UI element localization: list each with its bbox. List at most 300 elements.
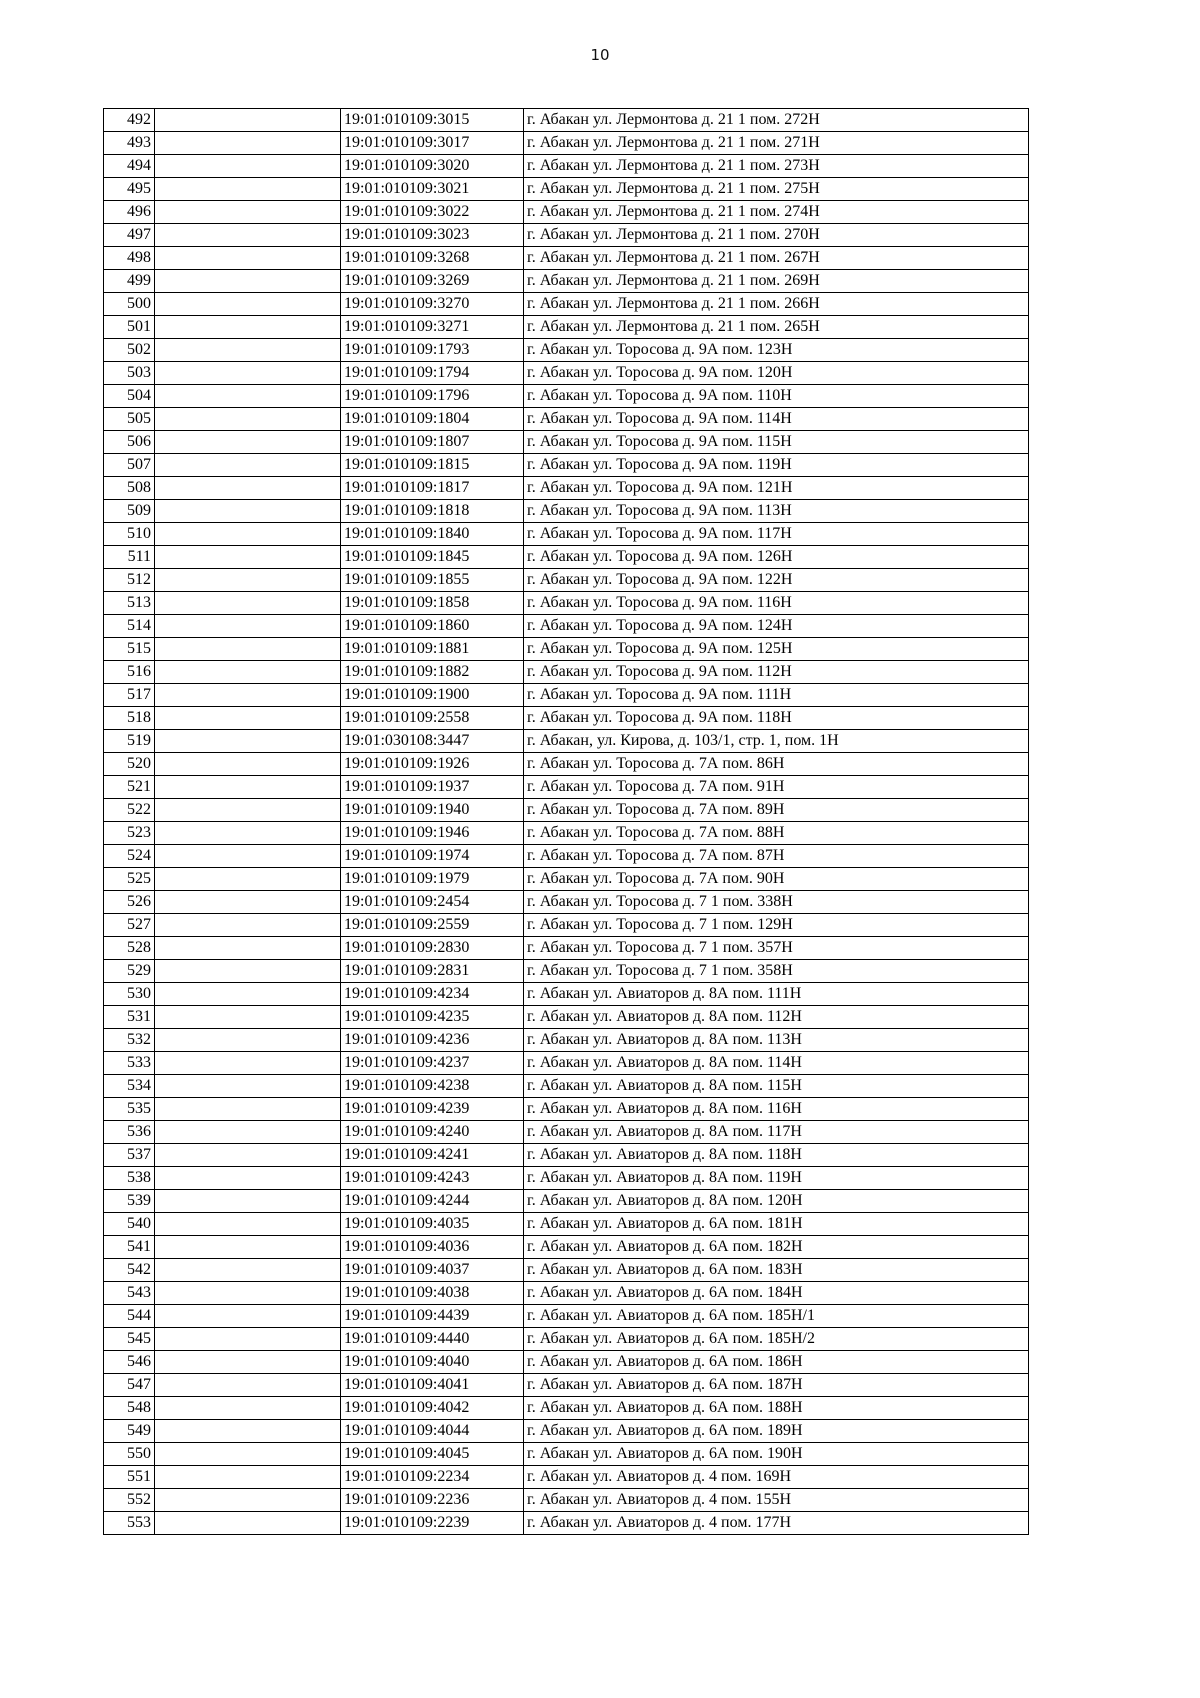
property-address: г. Абакан ул. Авиаторов д. 6А пом. 188Н xyxy=(524,1397,1029,1420)
cadastral-number: 19:01:010109:4234 xyxy=(341,983,524,1006)
row-number: 520 xyxy=(104,753,155,776)
cadastral-number: 19:01:010109:1882 xyxy=(341,661,524,684)
cadastral-number: 19:01:010109:1940 xyxy=(341,799,524,822)
row-number: 503 xyxy=(104,362,155,385)
empty-cell xyxy=(155,431,341,454)
cadastral-number: 19:01:010109:1946 xyxy=(341,822,524,845)
property-address: г. Абакан ул. Торосова д. 7 1 пом. 358Н xyxy=(524,960,1029,983)
empty-cell xyxy=(155,500,341,523)
cadastral-number: 19:01:010109:4045 xyxy=(341,1443,524,1466)
table-row xyxy=(104,1121,1029,1144)
empty-cell xyxy=(155,224,341,247)
property-address: г. Абакан ул. Торосова д. 9А пом. 119Н xyxy=(524,454,1029,477)
property-address: г. Абакан ул. Авиаторов д. 6А пом. 183Н xyxy=(524,1259,1029,1282)
row-number: 501 xyxy=(104,316,155,339)
row-number: 507 xyxy=(104,454,155,477)
empty-cell xyxy=(155,638,341,661)
cadastral-number: 19:01:010109:4240 xyxy=(341,1121,524,1144)
table-row xyxy=(104,638,1029,661)
table-row xyxy=(104,914,1029,937)
cadastral-number: 19:01:010109:3020 xyxy=(341,155,524,178)
empty-cell xyxy=(155,523,341,546)
table-row xyxy=(104,592,1029,615)
property-address: г. Абакан ул. Торосова д. 9А пом. 121Н xyxy=(524,477,1029,500)
row-number: 510 xyxy=(104,523,155,546)
empty-cell xyxy=(155,293,341,316)
table-row xyxy=(104,178,1029,201)
table-row xyxy=(104,293,1029,316)
row-number: 527 xyxy=(104,914,155,937)
empty-cell xyxy=(155,1075,341,1098)
cadastral-number: 19:01:010109:4044 xyxy=(341,1420,524,1443)
cadastral-number: 19:01:010109:4238 xyxy=(341,1075,524,1098)
row-number: 525 xyxy=(104,868,155,891)
property-address: г. Абакан ул. Торосова д. 9А пом. 125Н xyxy=(524,638,1029,661)
table-row xyxy=(104,1052,1029,1075)
empty-cell xyxy=(155,569,341,592)
table-row xyxy=(104,1006,1029,1029)
table-row xyxy=(104,316,1029,339)
row-number: 537 xyxy=(104,1144,155,1167)
property-address: г. Абакан ул. Авиаторов д. 8А пом. 120Н xyxy=(524,1190,1029,1213)
property-address: г. Абакан ул. Авиаторов д. 6А пом. 185Н/1 xyxy=(524,1305,1029,1328)
row-number: 543 xyxy=(104,1282,155,1305)
property-address: г. Абакан ул. Авиаторов д. 8А пом. 115Н xyxy=(524,1075,1029,1098)
cadastral-number: 19:01:010109:1845 xyxy=(341,546,524,569)
property-address: г. Абакан ул. Авиаторов д. 6А пом. 181Н xyxy=(524,1213,1029,1236)
empty-cell xyxy=(155,1374,341,1397)
empty-cell xyxy=(155,1052,341,1075)
property-address: г. Абакан, ул. Кирова, д. 103/1, стр. 1, пом. 1Н xyxy=(524,730,1029,753)
property-address: г. Абакан ул. Торосова д. 7 1 пом. 129Н xyxy=(524,914,1029,937)
empty-cell xyxy=(155,1305,341,1328)
cadastral-number: 19:01:010109:4239 xyxy=(341,1098,524,1121)
cadastral-number: 19:01:010109:1881 xyxy=(341,638,524,661)
empty-cell xyxy=(155,914,341,937)
row-number: 552 xyxy=(104,1489,155,1512)
property-address: г. Абакан ул. Авиаторов д. 6А пом. 187Н xyxy=(524,1374,1029,1397)
table-row xyxy=(104,960,1029,983)
cadastral-number: 19:01:010109:3021 xyxy=(341,178,524,201)
cadastral-number: 19:01:010109:4042 xyxy=(341,1397,524,1420)
empty-cell xyxy=(155,891,341,914)
cadastral-number: 19:01:010109:3271 xyxy=(341,316,524,339)
table-row xyxy=(104,1328,1029,1351)
table-row xyxy=(104,339,1029,362)
property-address: г. Абакан ул. Торосова д. 9А пом. 116Н xyxy=(524,592,1029,615)
empty-cell xyxy=(155,270,341,293)
cadastral-number: 19:01:010109:2830 xyxy=(341,937,524,960)
empty-cell xyxy=(155,477,341,500)
cadastral-number: 19:01:010109:4237 xyxy=(341,1052,524,1075)
cadastral-number: 19:01:010109:4041 xyxy=(341,1374,524,1397)
row-number: 548 xyxy=(104,1397,155,1420)
table-row xyxy=(104,730,1029,753)
property-address: г. Абакан ул. Авиаторов д. 6А пом. 186Н xyxy=(524,1351,1029,1374)
cadastral-number: 19:01:010109:1860 xyxy=(341,615,524,638)
property-address: г. Абакан ул. Лермонтова д. 21 1 пом. 270Н xyxy=(524,224,1029,247)
table-row xyxy=(104,201,1029,224)
table-row xyxy=(104,661,1029,684)
property-address: г. Абакан ул. Торосова д. 9А пом. 117Н xyxy=(524,523,1029,546)
empty-cell xyxy=(155,1328,341,1351)
table-row xyxy=(104,1236,1029,1259)
empty-cell xyxy=(155,592,341,615)
row-number: 528 xyxy=(104,937,155,960)
empty-cell xyxy=(155,1213,341,1236)
row-number: 509 xyxy=(104,500,155,523)
cadastral-number: 19:01:010109:1815 xyxy=(341,454,524,477)
row-number: 493 xyxy=(104,132,155,155)
table-row xyxy=(104,1512,1029,1535)
table-row xyxy=(104,937,1029,960)
property-address: г. Абакан ул. Торосова д. 9А пом. 113Н xyxy=(524,500,1029,523)
table-row xyxy=(104,247,1029,270)
empty-cell xyxy=(155,546,341,569)
table-row xyxy=(104,523,1029,546)
row-number: 551 xyxy=(104,1466,155,1489)
empty-cell xyxy=(155,868,341,891)
property-address: г. Абакан ул. Авиаторов д. 8А пом. 111Н xyxy=(524,983,1029,1006)
row-number: 523 xyxy=(104,822,155,845)
property-address: г. Абакан ул. Лермонтова д. 21 1 пом. 274Н xyxy=(524,201,1029,224)
table-row xyxy=(104,1282,1029,1305)
row-number: 532 xyxy=(104,1029,155,1052)
property-address: г. Абакан ул. Авиаторов д. 8А пом. 116Н xyxy=(524,1098,1029,1121)
cadastral-number: 19:01:010109:2234 xyxy=(341,1466,524,1489)
cadastral-number: 19:01:010109:1796 xyxy=(341,385,524,408)
property-address: г. Абакан ул. Торосова д. 9А пом. 112Н xyxy=(524,661,1029,684)
page-number: 10 xyxy=(590,46,610,64)
row-number: 500 xyxy=(104,293,155,316)
cadastral-number: 19:01:010109:4235 xyxy=(341,1006,524,1029)
property-address: г. Абакан ул. Торосова д. 9А пом. 118Н xyxy=(524,707,1029,730)
empty-cell xyxy=(155,109,341,132)
property-address: г. Абакан ул. Торосова д. 9А пом. 123Н xyxy=(524,339,1029,362)
cadastral-number: 19:01:010109:3022 xyxy=(341,201,524,224)
property-address: г. Абакан ул. Торосова д. 7А пом. 88Н xyxy=(524,822,1029,845)
empty-cell xyxy=(155,1006,341,1029)
row-number: 547 xyxy=(104,1374,155,1397)
empty-cell xyxy=(155,1443,341,1466)
empty-cell xyxy=(155,362,341,385)
property-address: г. Абакан ул. Лермонтова д. 21 1 пом. 265Н xyxy=(524,316,1029,339)
property-address: г. Абакан ул. Торосова д. 7А пом. 90Н xyxy=(524,868,1029,891)
row-number: 513 xyxy=(104,592,155,615)
cadastral-number: 19:01:010109:1818 xyxy=(341,500,524,523)
property-address: г. Абакан ул. Торосова д. 9А пом. 111Н xyxy=(524,684,1029,707)
table-row xyxy=(104,408,1029,431)
property-address: г. Абакан ул. Авиаторов д. 6А пом. 184Н xyxy=(524,1282,1029,1305)
row-number: 524 xyxy=(104,845,155,868)
cadastral-number: 19:01:010109:3015 xyxy=(341,109,524,132)
property-address: г. Абакан ул. Авиаторов д. 8А пом. 112Н xyxy=(524,1006,1029,1029)
cadastral-number: 19:01:010109:1926 xyxy=(341,753,524,776)
row-number: 553 xyxy=(104,1512,155,1535)
row-number: 529 xyxy=(104,960,155,983)
property-address: г. Абакан ул. Лермонтова д. 21 1 пом. 267Н xyxy=(524,247,1029,270)
empty-cell xyxy=(155,1397,341,1420)
row-number: 512 xyxy=(104,569,155,592)
row-number: 542 xyxy=(104,1259,155,1282)
row-number: 498 xyxy=(104,247,155,270)
property-address: г. Абакан ул. Торосова д. 9А пом. 115Н xyxy=(524,431,1029,454)
table-row xyxy=(104,799,1029,822)
cadastral-number: 19:01:010109:4241 xyxy=(341,1144,524,1167)
empty-cell xyxy=(155,822,341,845)
row-number: 505 xyxy=(104,408,155,431)
empty-cell xyxy=(155,776,341,799)
cadastral-number: 19:01:010109:3023 xyxy=(341,224,524,247)
cadastral-number: 19:01:010109:3270 xyxy=(341,293,524,316)
row-number: 508 xyxy=(104,477,155,500)
property-address: г. Абакан ул. Лермонтова д. 21 1 пом. 269Н xyxy=(524,270,1029,293)
table-row xyxy=(104,500,1029,523)
row-number: 515 xyxy=(104,638,155,661)
empty-cell xyxy=(155,1190,341,1213)
table-row xyxy=(104,431,1029,454)
empty-cell xyxy=(155,1282,341,1305)
cadastral-number: 19:01:010109:4236 xyxy=(341,1029,524,1052)
cadastral-number: 19:01:010109:3268 xyxy=(341,247,524,270)
empty-cell xyxy=(155,661,341,684)
empty-cell xyxy=(155,1351,341,1374)
cadastral-number: 19:01:010109:2558 xyxy=(341,707,524,730)
cadastral-number: 19:01:010109:3269 xyxy=(341,270,524,293)
row-number: 518 xyxy=(104,707,155,730)
property-address: г. Абакан ул. Авиаторов д. 4 пом. 169Н xyxy=(524,1466,1029,1489)
row-number: 540 xyxy=(104,1213,155,1236)
cadastral-number: 19:01:010109:1979 xyxy=(341,868,524,891)
table-row xyxy=(104,1489,1029,1512)
empty-cell xyxy=(155,615,341,638)
table-row xyxy=(104,155,1029,178)
empty-cell xyxy=(155,1420,341,1443)
empty-cell xyxy=(155,1098,341,1121)
cadastral-number: 19:01:010109:1817 xyxy=(341,477,524,500)
cadastral-number: 19:01:010109:2454 xyxy=(341,891,524,914)
row-number: 538 xyxy=(104,1167,155,1190)
cadastral-number: 19:01:010109:4040 xyxy=(341,1351,524,1374)
table-row xyxy=(104,1259,1029,1282)
cadastral-number: 19:01:010109:2559 xyxy=(341,914,524,937)
row-number: 531 xyxy=(104,1006,155,1029)
empty-cell xyxy=(155,753,341,776)
empty-cell xyxy=(155,454,341,477)
cadastral-number: 19:01:010109:4035 xyxy=(341,1213,524,1236)
property-register-table xyxy=(103,108,1029,1535)
row-number: 496 xyxy=(104,201,155,224)
row-number: 511 xyxy=(104,546,155,569)
empty-cell xyxy=(155,1167,341,1190)
row-number: 494 xyxy=(104,155,155,178)
property-address: г. Абакан ул. Торосова д. 9А пом. 122Н xyxy=(524,569,1029,592)
property-address: г. Абакан ул. Торосова д. 9А пом. 110Н xyxy=(524,385,1029,408)
register-body xyxy=(104,109,1029,1535)
empty-cell xyxy=(155,799,341,822)
row-number: 550 xyxy=(104,1443,155,1466)
table-row xyxy=(104,1144,1029,1167)
table-row xyxy=(104,224,1029,247)
table-row xyxy=(104,868,1029,891)
property-address: г. Абакан ул. Торосова д. 7А пом. 86Н xyxy=(524,753,1029,776)
cadastral-number: 19:01:010109:1840 xyxy=(341,523,524,546)
cadastral-number: 19:01:010109:2236 xyxy=(341,1489,524,1512)
table-row xyxy=(104,546,1029,569)
table-row xyxy=(104,454,1029,477)
property-address: г. Абакан ул. Авиаторов д. 8А пом. 113Н xyxy=(524,1029,1029,1052)
cadastral-number: 19:01:010109:4038 xyxy=(341,1282,524,1305)
cadastral-number: 19:01:010109:1807 xyxy=(341,431,524,454)
row-number: 499 xyxy=(104,270,155,293)
empty-cell xyxy=(155,983,341,1006)
cadastral-number: 19:01:010109:1974 xyxy=(341,845,524,868)
property-address: г. Абакан ул. Торосова д. 7А пом. 87Н xyxy=(524,845,1029,868)
property-address: г. Абакан ул. Торосова д. 9А пом. 114Н xyxy=(524,408,1029,431)
table-row xyxy=(104,569,1029,592)
property-address: г. Абакан ул. Авиаторов д. 8А пом. 119Н xyxy=(524,1167,1029,1190)
property-address: г. Абакан ул. Торосова д. 7 1 пом. 357Н xyxy=(524,937,1029,960)
cadastral-number: 19:01:010109:1855 xyxy=(341,569,524,592)
property-address: г. Абакан ул. Торосова д. 7А пом. 91Н xyxy=(524,776,1029,799)
row-number: 526 xyxy=(104,891,155,914)
row-number: 506 xyxy=(104,431,155,454)
empty-cell xyxy=(155,845,341,868)
property-address: г. Абакан ул. Лермонтова д. 21 1 пом. 271Н xyxy=(524,132,1029,155)
property-address: г. Абакан ул. Авиаторов д. 8А пом. 117Н xyxy=(524,1121,1029,1144)
cadastral-number: 19:01:010109:2831 xyxy=(341,960,524,983)
empty-cell xyxy=(155,316,341,339)
empty-cell xyxy=(155,1259,341,1282)
row-number: 539 xyxy=(104,1190,155,1213)
table-row xyxy=(104,362,1029,385)
property-address: г. Абакан ул. Авиаторов д. 6А пом. 190Н xyxy=(524,1443,1029,1466)
table-row xyxy=(104,1305,1029,1328)
table-row xyxy=(104,1190,1029,1213)
row-number: 504 xyxy=(104,385,155,408)
table-row xyxy=(104,1374,1029,1397)
cadastral-number: 19:01:010109:4036 xyxy=(341,1236,524,1259)
property-address: г. Абакан ул. Авиаторов д. 4 пом. 155Н xyxy=(524,1489,1029,1512)
row-number: 536 xyxy=(104,1121,155,1144)
row-number: 517 xyxy=(104,684,155,707)
table-row xyxy=(104,270,1029,293)
cadastral-number: 19:01:010109:1858 xyxy=(341,592,524,615)
property-address: г. Абакан ул. Торосова д. 7 1 пом. 338Н xyxy=(524,891,1029,914)
cadastral-number: 19:01:010109:4439 xyxy=(341,1305,524,1328)
empty-cell xyxy=(155,707,341,730)
property-address: г. Абакан ул. Авиаторов д. 8А пом. 118Н xyxy=(524,1144,1029,1167)
table-row xyxy=(104,753,1029,776)
cadastral-number: 19:01:010109:1900 xyxy=(341,684,524,707)
cadastral-number: 19:01:010109:1793 xyxy=(341,339,524,362)
table-row xyxy=(104,1397,1029,1420)
property-address: г. Абакан ул. Торосова д. 9А пом. 124Н xyxy=(524,615,1029,638)
row-number: 497 xyxy=(104,224,155,247)
row-number: 519 xyxy=(104,730,155,753)
cadastral-number: 19:01:010109:4440 xyxy=(341,1328,524,1351)
empty-cell xyxy=(155,960,341,983)
empty-cell xyxy=(155,385,341,408)
cadastral-number: 19:01:010109:4037 xyxy=(341,1259,524,1282)
table-row xyxy=(104,822,1029,845)
table-row xyxy=(104,615,1029,638)
row-number: 545 xyxy=(104,1328,155,1351)
table-row xyxy=(104,891,1029,914)
table-row xyxy=(104,1029,1029,1052)
empty-cell xyxy=(155,201,341,224)
row-number: 516 xyxy=(104,661,155,684)
empty-cell xyxy=(155,1144,341,1167)
row-number: 535 xyxy=(104,1098,155,1121)
row-number: 495 xyxy=(104,178,155,201)
row-number: 546 xyxy=(104,1351,155,1374)
empty-cell xyxy=(155,1489,341,1512)
table-row xyxy=(104,1351,1029,1374)
empty-cell xyxy=(155,1121,341,1144)
row-number: 521 xyxy=(104,776,155,799)
empty-cell xyxy=(155,132,341,155)
table-row xyxy=(104,1213,1029,1236)
empty-cell xyxy=(155,339,341,362)
property-address: г. Абакан ул. Лермонтова д. 21 1 пом. 272Н xyxy=(524,109,1029,132)
table-row xyxy=(104,1075,1029,1098)
cadastral-number: 19:01:010109:4244 xyxy=(341,1190,524,1213)
property-address: г. Абакан ул. Авиаторов д. 6А пом. 189Н xyxy=(524,1420,1029,1443)
property-address: г. Абакан ул. Авиаторов д. 6А пом. 182Н xyxy=(524,1236,1029,1259)
cadastral-number: 19:01:010109:2239 xyxy=(341,1512,524,1535)
table-row xyxy=(104,1167,1029,1190)
empty-cell xyxy=(155,155,341,178)
empty-cell xyxy=(155,1236,341,1259)
empty-cell xyxy=(155,408,341,431)
empty-cell xyxy=(155,1512,341,1535)
cadastral-number: 19:01:010109:1794 xyxy=(341,362,524,385)
property-address: г. Абакан ул. Авиаторов д. 8А пом. 114Н xyxy=(524,1052,1029,1075)
row-number: 502 xyxy=(104,339,155,362)
row-number: 533 xyxy=(104,1052,155,1075)
table-row xyxy=(104,1420,1029,1443)
empty-cell xyxy=(155,1029,341,1052)
row-number: 549 xyxy=(104,1420,155,1443)
table-row xyxy=(104,684,1029,707)
table-row xyxy=(104,385,1029,408)
cadastral-number: 19:01:010109:1937 xyxy=(341,776,524,799)
table-row xyxy=(104,707,1029,730)
row-number: 522 xyxy=(104,799,155,822)
property-address: г. Абакан ул. Торосова д. 9А пом. 120Н xyxy=(524,362,1029,385)
empty-cell xyxy=(155,178,341,201)
property-address: г. Абакан ул. Авиаторов д. 4 пом. 177Н xyxy=(524,1512,1029,1535)
cadastral-number: 19:01:010109:3017 xyxy=(341,132,524,155)
property-address: г. Абакан ул. Торосова д. 7А пом. 89Н xyxy=(524,799,1029,822)
row-number: 492 xyxy=(104,109,155,132)
empty-cell xyxy=(155,937,341,960)
table-row xyxy=(104,983,1029,1006)
table-row xyxy=(104,477,1029,500)
property-address: г. Абакан ул. Авиаторов д. 6А пом. 185Н/2 xyxy=(524,1328,1029,1351)
cadastral-number: 19:01:010109:4243 xyxy=(341,1167,524,1190)
cadastral-number: 19:01:030108:3447 xyxy=(341,730,524,753)
cadastral-number: 19:01:010109:1804 xyxy=(341,408,524,431)
property-address: г. Абакан ул. Лермонтова д. 21 1 пом. 266Н xyxy=(524,293,1029,316)
property-address: г. Абакан ул. Лермонтова д. 21 1 пом. 273Н xyxy=(524,155,1029,178)
row-number: 541 xyxy=(104,1236,155,1259)
row-number: 530 xyxy=(104,983,155,1006)
property-address: г. Абакан ул. Торосова д. 9А пом. 126Н xyxy=(524,546,1029,569)
empty-cell xyxy=(155,247,341,270)
table-row xyxy=(104,109,1029,132)
